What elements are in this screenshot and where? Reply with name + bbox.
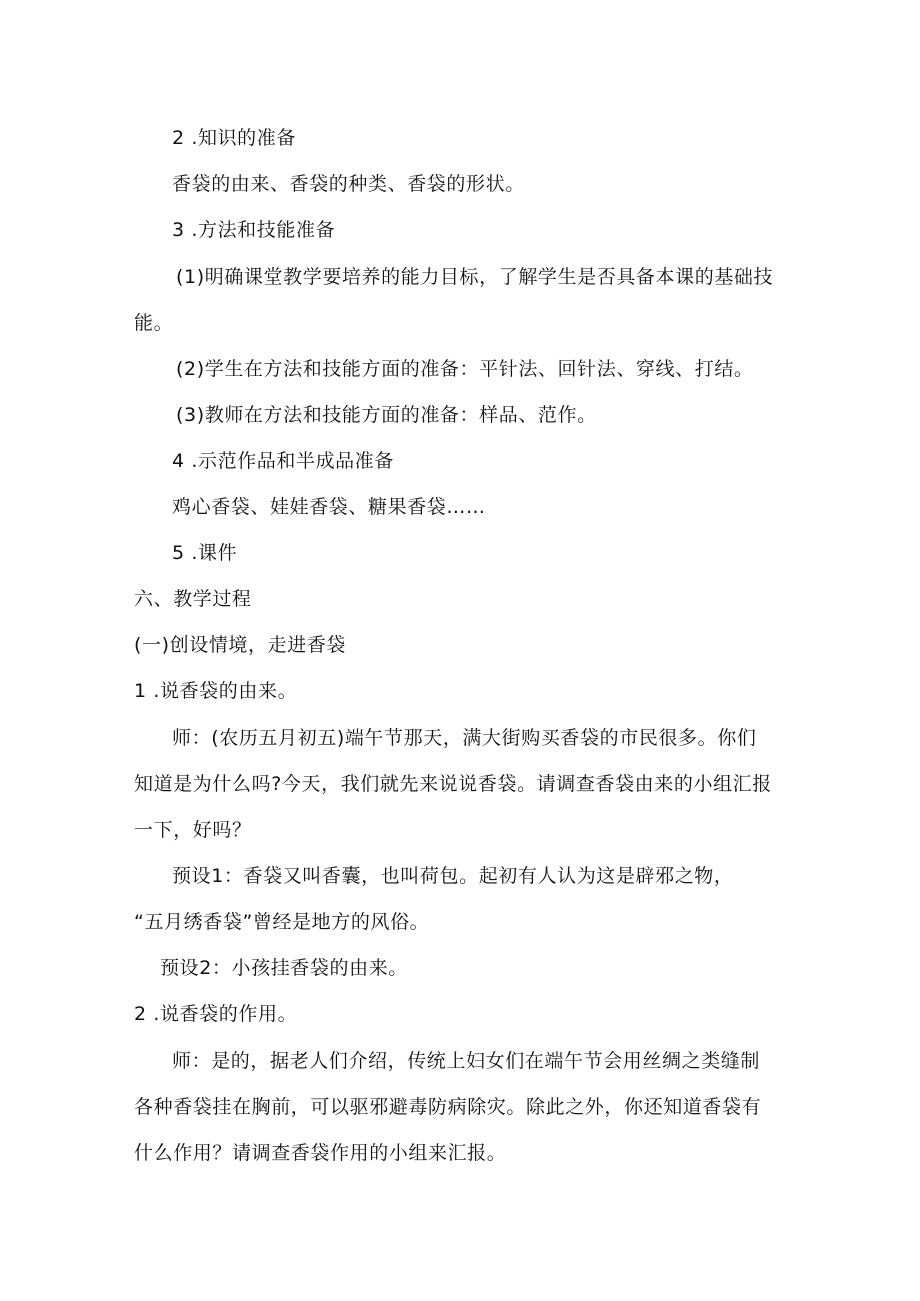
section-heading-knowledge-prep: 2 .知识的准备: [172, 127, 296, 149]
section-heading-courseware: 5 .课件: [172, 542, 238, 564]
paragraph-line: “五月绣香袋”曾经是地方的风俗。: [134, 911, 430, 933]
paragraph-line: 知道是为什么吗?今天，我们就先来说说香袋。请调查香袋由来的小组汇报: [134, 773, 772, 795]
paragraph-line: 预设2：小孩挂香袋的由来。: [160, 957, 408, 979]
paragraph-line: 香袋的由来、香袋的种类、香袋的形状。: [172, 173, 525, 195]
subsection-heading-create-scene: (一)创设情境，走进香袋: [134, 634, 347, 656]
section-heading-method-skill-prep: 3 .方法和技能准备: [172, 219, 336, 241]
list-item-3: (3)教师在方法和技能方面的准备：样品、范作。: [176, 404, 597, 426]
paragraph-line: 师：(农历五月初五)端午节那天，满大街购买香袋的市民很多。你们: [172, 727, 757, 749]
chapter-heading-teaching-process: 六、教学过程: [134, 588, 252, 610]
paragraph-line: 师：是的，据老人们介绍，传统上妇女们在端午节会用丝绸之类缝制: [172, 1050, 761, 1072]
paragraph-line: 鸡心香袋、娃娃香袋、糖果香袋……: [172, 496, 486, 518]
list-item-1-line-1: (1)明确课堂教学要培养的能力目标，了解学生是否具备本课的基础技: [176, 266, 774, 288]
list-item-2: (2)学生在方法和技能方面的准备：平针法、回针法、穿线、打结。: [176, 358, 754, 380]
paragraph-line: 一下，好吗？: [134, 819, 252, 841]
step-heading-function: 2 .说香袋的作用。: [134, 1003, 298, 1025]
paragraph-line: 预设1：香袋又叫香囊，也叫荷包。起初有人认为这是辟邪之物，: [172, 865, 734, 887]
list-item-1-line-2: 能。: [134, 312, 174, 334]
paragraph-line: 各种香袋挂在胸前，可以驱邪避毒防病除灾。除此之外，你还知道香袋有: [134, 1096, 762, 1118]
paragraph-line: 什么作用？请调查香袋作用的小组来汇报。: [134, 1142, 507, 1164]
step-heading-origin: 1 .说香袋的由来。: [134, 680, 298, 702]
section-heading-demo-works: 4 .示范作品和半成品准备: [172, 450, 394, 472]
